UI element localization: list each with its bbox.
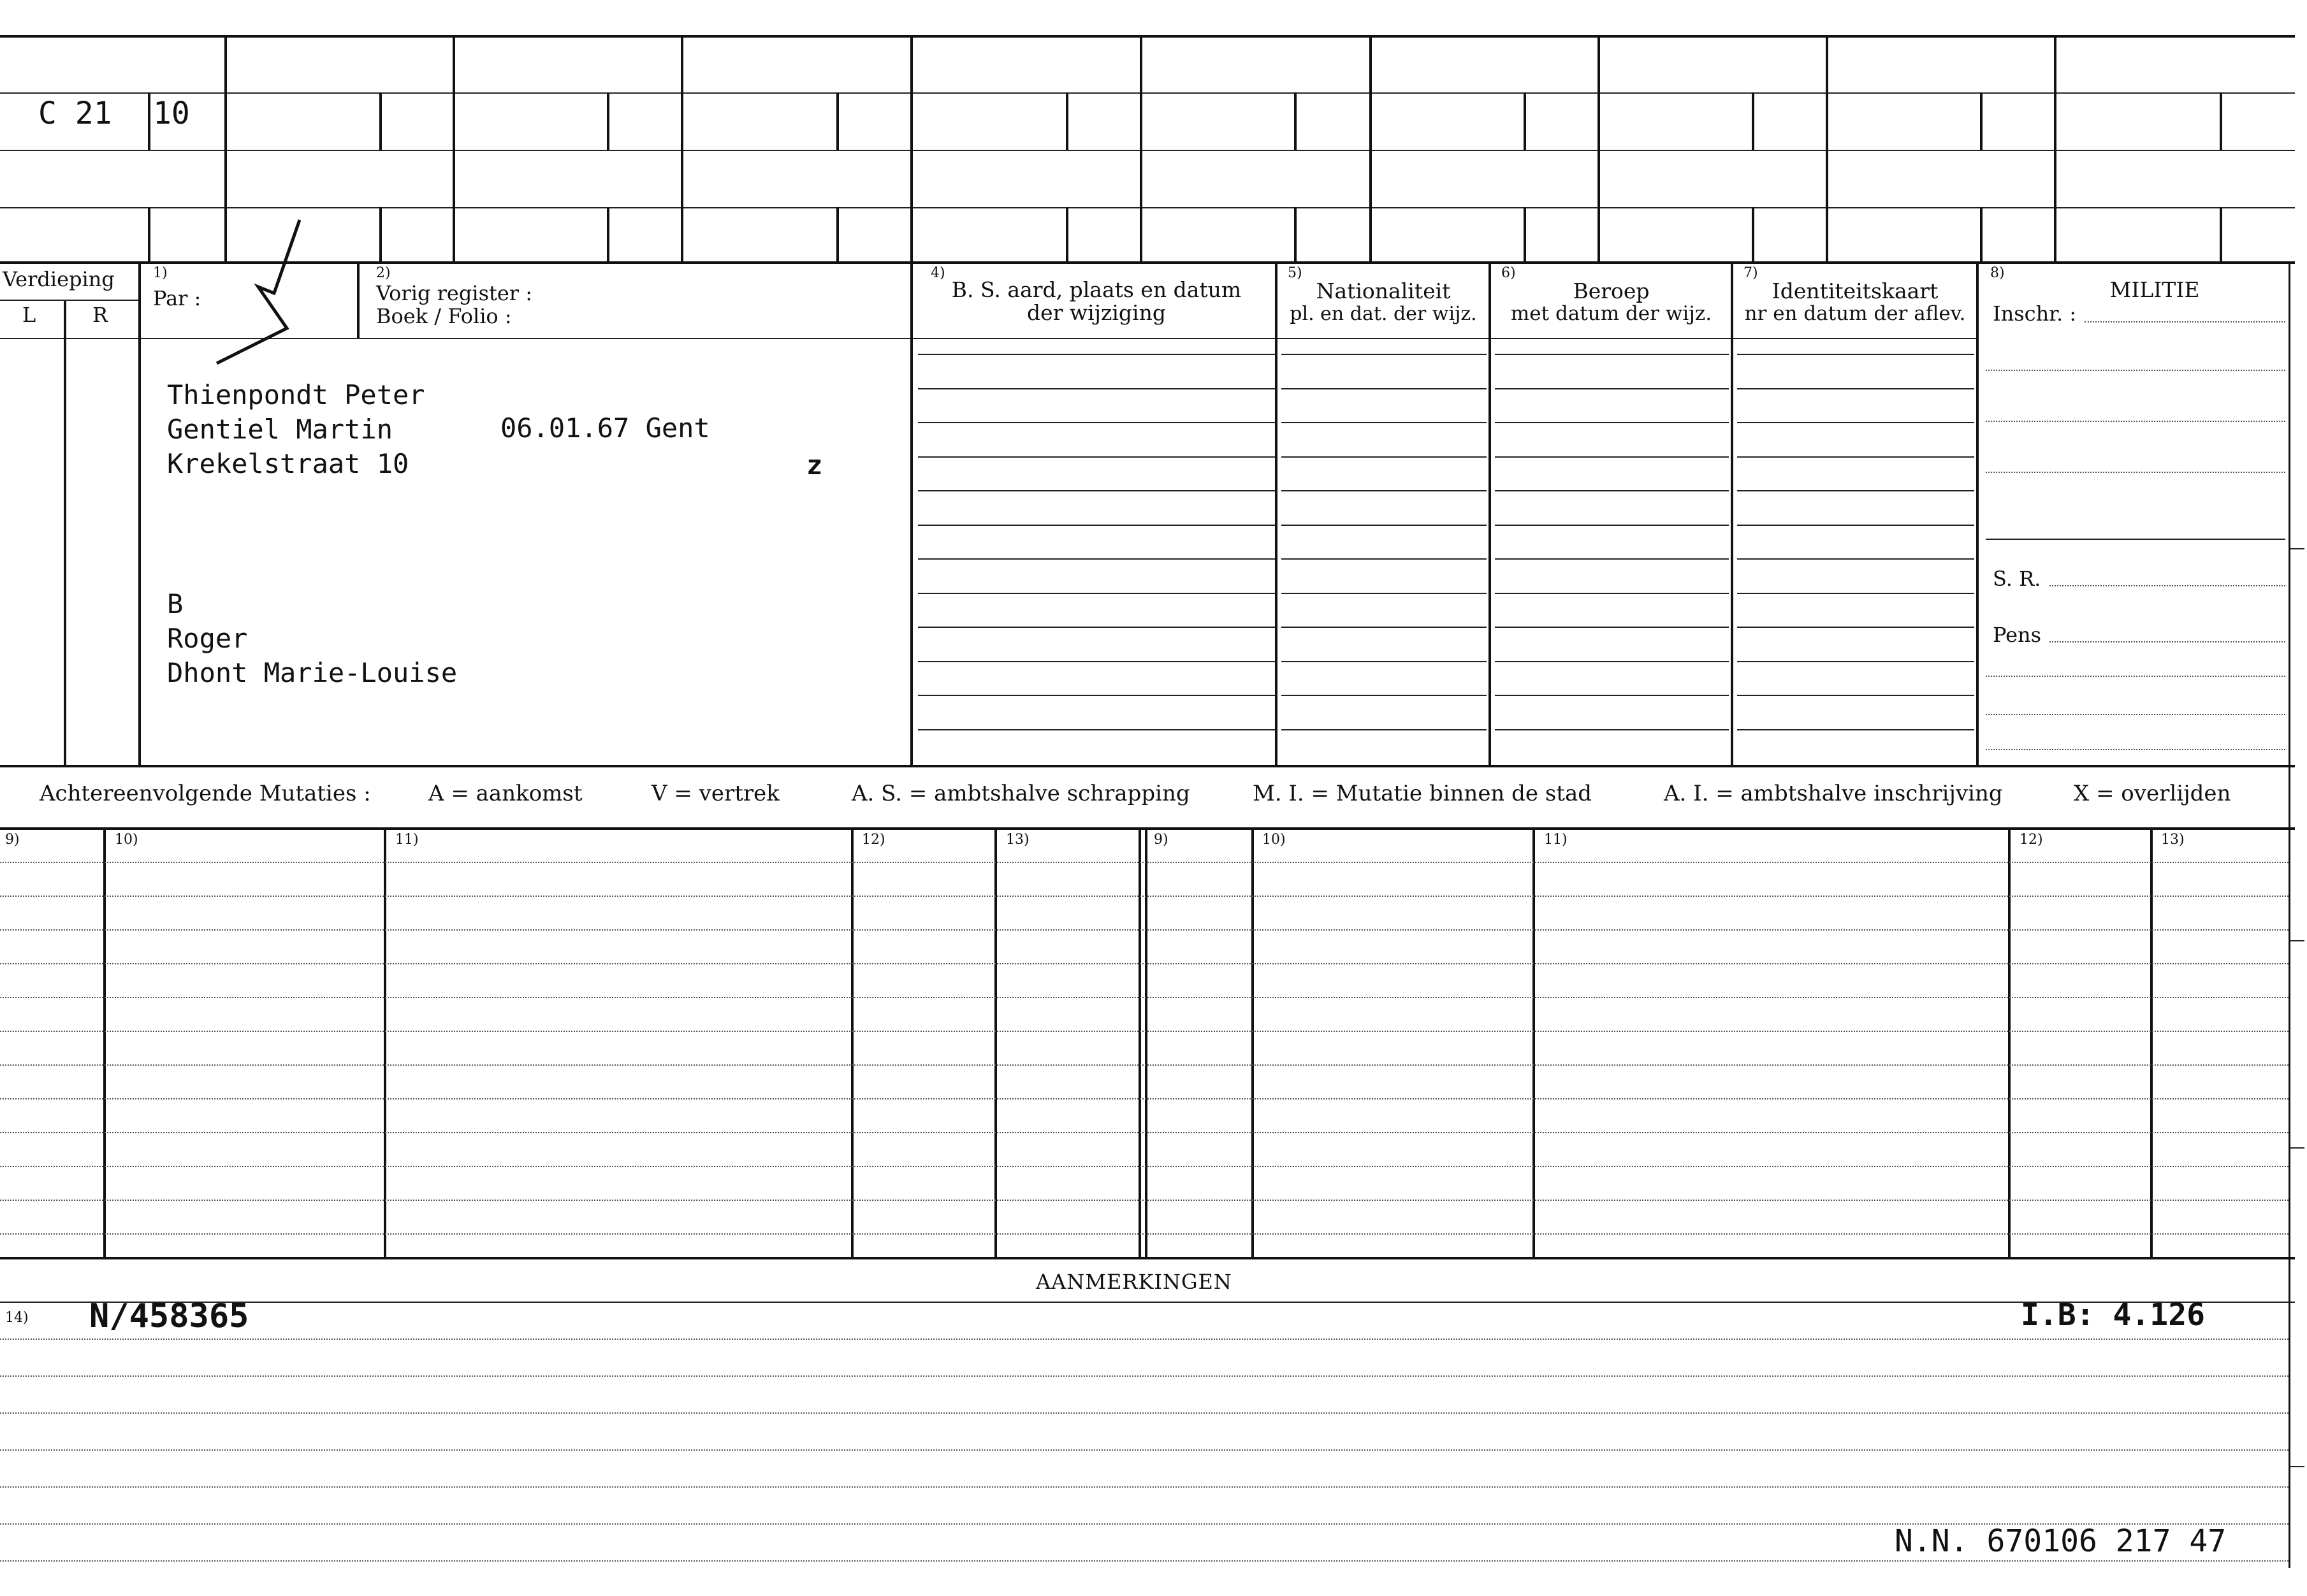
ruled-line — [1281, 695, 1487, 696]
card-code: C 21 — [38, 96, 112, 131]
person-name: Thienpondt Peter — [167, 379, 425, 410]
ruled-line — [1737, 593, 1974, 594]
ruled-line — [0, 1375, 2289, 1377]
ruled-line — [0, 1412, 2289, 1414]
floor-left: L — [22, 303, 36, 327]
mut-col-10b: 10) — [1262, 832, 1286, 848]
ruled-line — [1737, 388, 1974, 389]
ruled-line — [0, 1098, 2289, 1099]
par-signature — [210, 217, 312, 370]
ruled-line — [0, 1449, 2289, 1451]
ruled-line — [1281, 593, 1487, 594]
nationality-line1: Nationaliteit — [1316, 279, 1451, 303]
mut-col-11b: 11) — [1544, 832, 1568, 848]
mut-col-11a: 11) — [395, 832, 419, 848]
person-b: B — [167, 588, 184, 620]
bs-line1: B. S. aard, plaats en datum — [951, 277, 1242, 302]
ruled-line — [1737, 525, 1974, 526]
ruled-line — [918, 627, 1275, 628]
ruled-line — [0, 1233, 2289, 1235]
remarks-num: 14) — [5, 1310, 29, 1326]
person-given: Roger — [167, 623, 248, 654]
person-mark-z: z — [806, 449, 823, 481]
ruled-line — [0, 963, 2289, 964]
par-label: Par : — [153, 286, 201, 310]
bs-line2: der wijziging — [1027, 300, 1166, 325]
ruled-line — [1281, 490, 1487, 491]
ruled-line — [918, 490, 1275, 491]
mutation-code-a: A = aankomst — [428, 781, 583, 806]
card-number: 10 — [153, 96, 190, 131]
ruled-line — [918, 354, 1275, 355]
ruled-line — [0, 1523, 2289, 1525]
ruled-line — [918, 695, 1275, 696]
ruled-line — [0, 862, 2289, 863]
ruled-line — [1281, 354, 1487, 355]
ruled-line — [1495, 627, 1729, 628]
ruled-line — [1495, 593, 1729, 594]
militia-inschr: Inschr. : — [1993, 301, 2077, 326]
mut-col-9b: 9) — [1154, 832, 1168, 848]
mut-col-13a: 13) — [1006, 832, 1030, 848]
mut-col-13b: 13) — [2161, 832, 2185, 848]
person-birth: 06.01.67 Gent — [500, 412, 710, 444]
ruled-line — [918, 456, 1275, 458]
ruled-line — [1495, 661, 1729, 662]
ruled-line — [1737, 490, 1974, 491]
mut-col-12b: 12) — [2020, 832, 2043, 848]
mutation-code-v: V = vertrek — [651, 781, 780, 806]
ruled-line — [918, 388, 1275, 389]
previous-register-num: 2) — [376, 265, 391, 281]
person-mother: Dhont Marie-Louise — [167, 657, 458, 688]
ruled-line — [918, 729, 1275, 730]
ruled-line — [0, 997, 2289, 998]
id-card-num: 7) — [1743, 265, 1758, 281]
bs-num: 4) — [931, 265, 945, 281]
ruled-line — [0, 896, 2289, 897]
ruled-line — [0, 1560, 2289, 1562]
mut-col-10a: 10) — [115, 832, 138, 848]
ruled-line — [918, 661, 1275, 662]
ruled-line — [1281, 422, 1487, 423]
id-card-line2: nr en datum der aflev. — [1744, 302, 1966, 325]
ruled-line — [1495, 729, 1729, 730]
remarks-ib: I.B: 4.126 — [2021, 1297, 2205, 1333]
ruled-line — [1281, 558, 1487, 560]
ruled-line — [1737, 729, 1974, 730]
ruled-line — [1281, 729, 1487, 730]
person-father: Gentiel Martin — [167, 414, 393, 445]
ruled-line — [1281, 388, 1487, 389]
ruled-line — [1495, 558, 1729, 560]
ruled-line — [0, 1064, 2289, 1066]
ruled-line — [1281, 456, 1487, 458]
ruled-line — [1737, 661, 1974, 662]
militia-num: 8) — [1990, 265, 2005, 281]
ruled-line — [1737, 354, 1974, 355]
ruled-line — [1737, 695, 1974, 696]
nationality-line2: pl. en dat. der wijz. — [1290, 303, 1477, 325]
id-card-line1: Identiteitskaart — [1772, 279, 1939, 303]
ruled-line — [1737, 627, 1974, 628]
militia-title: MILITIE — [2109, 277, 2200, 302]
nationality-num: 5) — [1288, 265, 1302, 281]
ruled-line — [1281, 661, 1487, 662]
mutations-label: Achtereenvolgende Mutaties : — [40, 781, 371, 806]
ruled-line — [0, 1132, 2289, 1133]
ruled-line — [1495, 695, 1729, 696]
profession-line1: Beroep — [1573, 279, 1650, 303]
ruled-line — [1737, 456, 1974, 458]
previous-register-line1: Vorig register : — [376, 281, 533, 305]
remarks-nn: N.N. 670106 217 47 — [1895, 1523, 2227, 1559]
ruled-line — [918, 422, 1275, 423]
mut-col-12a: 12) — [862, 832, 885, 848]
ruled-line — [1495, 525, 1729, 526]
ruled-line — [1495, 388, 1729, 389]
mutation-code-mi: M. I. = Mutatie binnen de stad — [1253, 781, 1592, 806]
profession-line2: met datum der wijz. — [1510, 302, 1712, 325]
ruled-line — [918, 593, 1275, 594]
ruled-line — [1737, 558, 1974, 560]
ruled-line — [1495, 422, 1729, 423]
mut-col-9a: 9) — [5, 832, 20, 848]
ruled-line — [918, 525, 1275, 526]
ruled-line — [0, 1486, 2289, 1488]
person-address: Krekelstraat 10 — [167, 448, 409, 479]
ruled-line — [0, 1031, 2289, 1032]
ruled-line — [1281, 525, 1487, 526]
ruled-line — [0, 1200, 2289, 1201]
floor-right: R — [92, 303, 108, 327]
ruled-line — [0, 1166, 2289, 1167]
previous-register-line2: Boek / Folio : — [376, 304, 512, 328]
mutation-code-as: A. S. = ambtshalve schrapping — [852, 781, 1190, 806]
mutation-code-x: X = overlijden — [2074, 781, 2231, 806]
ruled-line — [1495, 490, 1729, 491]
ruled-line — [0, 1338, 2289, 1340]
floor-label: Verdieping — [3, 267, 115, 291]
remarks-ref: N/458365 — [89, 1297, 249, 1335]
profession-num: 6) — [1501, 265, 1516, 281]
ruled-line — [1737, 422, 1974, 423]
militia-sr: S. R. — [1993, 567, 2041, 591]
par-num: 1) — [153, 265, 168, 281]
mutation-code-ai: A. I. = ambtshalve inschrijving — [1664, 781, 2003, 806]
ruled-line — [918, 558, 1275, 560]
ruled-line — [1495, 456, 1729, 458]
ruled-line — [0, 929, 2289, 931]
militia-pens: Pens — [1993, 623, 2042, 647]
ruled-line — [1495, 354, 1729, 355]
remarks-title: AANMERKINGEN — [1036, 1270, 1232, 1294]
ruled-line — [1281, 627, 1487, 628]
